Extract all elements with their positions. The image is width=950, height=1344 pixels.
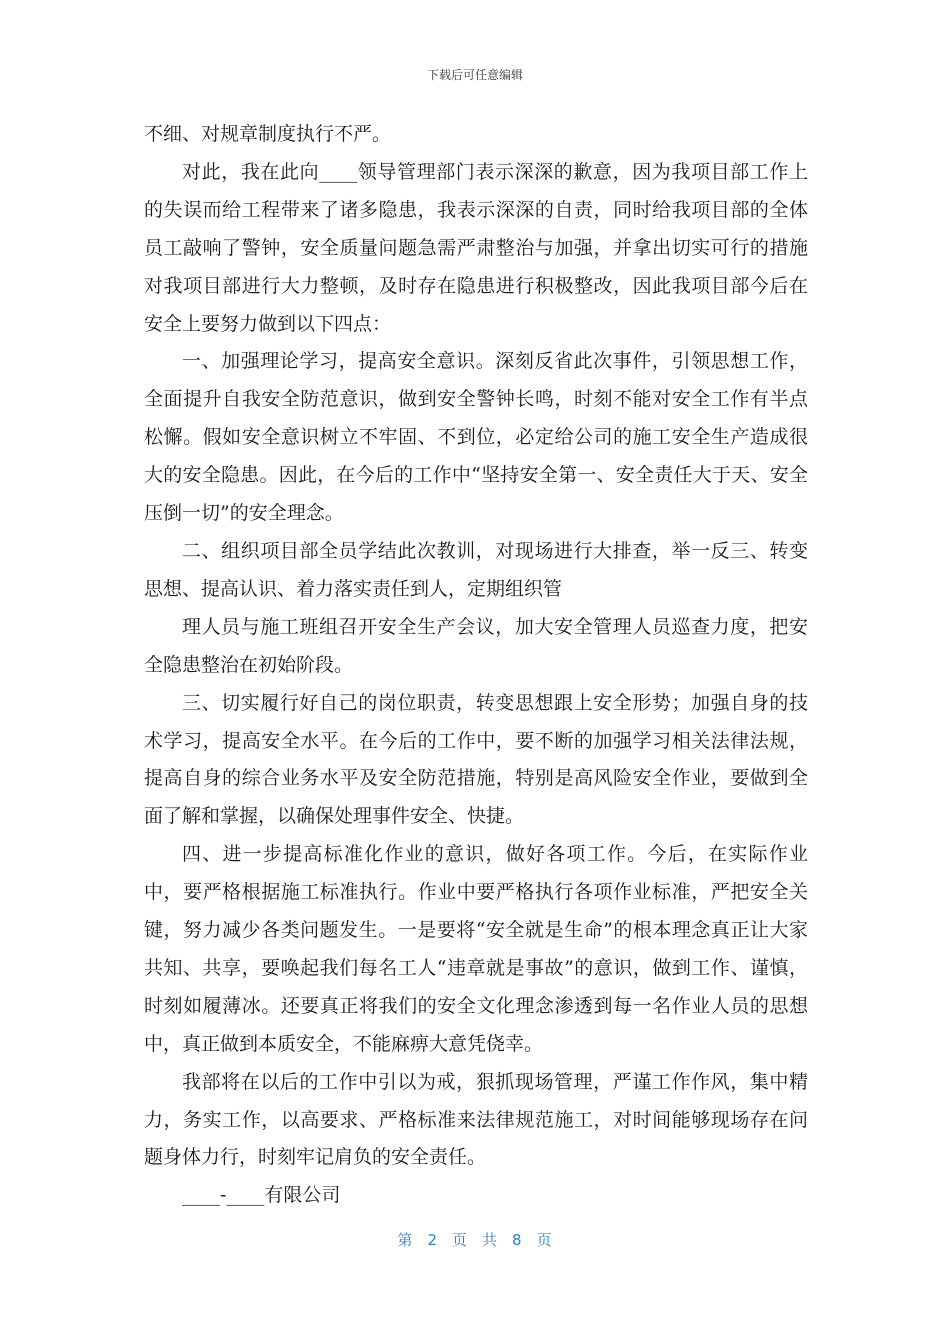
paragraph: 理人员与施工班组召开安全生产会议，加大安全管理人员巡查力度，把安全隐患整治在初始阶段。 — [144, 615, 808, 676]
page-footer — [0, 1229, 950, 1250]
footer-text: 共 — [482, 1231, 499, 1249]
paragraph: 四、进一步提高标准化作业的意识，做好各项工作。今后，在实际作业中，要严格根据施工标准执行。作业中要严格执行各项作业标准，严把安全关键，努力减少各类问题发生。一是要将“安全就是生命”的根本理念真正让大家共知、共享，要唤起我们每名工人“违章就是事故”的意识，做到工作、谨慎，时刻如履薄冰。还要真正将我们的安全文化理念渗透到每一名作业人员的思想中，真正做到本质安全，不能麻痹大意凭侥幸。 — [144, 843, 808, 1055]
document-body — [144, 116, 808, 1215]
paragraph: 我部将在以后的工作中引以为戒，狠抓现场管理，严谨工作作风，集中精力，务实工作，以高要求、严格标准来法律规范施工，对时间能够现场存在问题身体力行，时刻牢记肩负的安全责任。 — [144, 1070, 808, 1169]
paragraph: 对此，我在此向____领导管理部门表示深深的歉意，因为我项目部工作上的失误而给工程带来了诸多隐患，我表示深深的自责，同时给我项目部的全体员工敲响了警钟，安全质量问题急需严肃整治与加强，并拿出切实可行的措施对我项目部进行大力整顿，及时存在隐患进行积极整改，因此我项目部今后在安全上要努力做到以下四点： — [144, 160, 808, 335]
paragraph: 一、加强理论学习，提高安全意识。深刻反省此次事件，引领思想工作，全面提升自我安全防范意识，做到安全警钟长鸣，时刻不能对安全工作有半点松懈。假如安全意识树立不牢固、不到位，必定给公司的施工安全生产造成很大的安全隐患。因此，在今后的工作中“坚持安全第一、安全责任大于天、安全压倒一切”的安全理念。 — [144, 350, 808, 525]
page-number: 2 — [427, 1231, 438, 1249]
paragraph: 二、组织项目部全员学结此次教训，对现场进行大排查，举一反三、转变思想、提高认识、着力落实责任到人，定期组织管 — [144, 539, 808, 600]
total-pages: 8 — [512, 1231, 523, 1249]
paragraph: 三、切实履行好自己的岗位职责，转变思想跟上安全形势；加强自身的技术学习，提高安全水平。在今后的工作中，要不断的加强学习相关法律法规，提高自身的综合业务水平及安全防范措施，特别是高风险安全作业，要做到全面了解和掌握，以确保处理事件安全、快捷。 — [144, 691, 808, 828]
paragraph: 不细、对规章制度执行不严。 — [144, 123, 392, 145]
footer-text: 第 — [397, 1231, 414, 1249]
company-signature: ____-____有限公司 — [182, 1184, 341, 1207]
footer-text: 页 — [536, 1231, 553, 1249]
footer-text: 页 — [451, 1231, 468, 1249]
page-header: 下载后可任意编辑 — [426, 68, 523, 82]
